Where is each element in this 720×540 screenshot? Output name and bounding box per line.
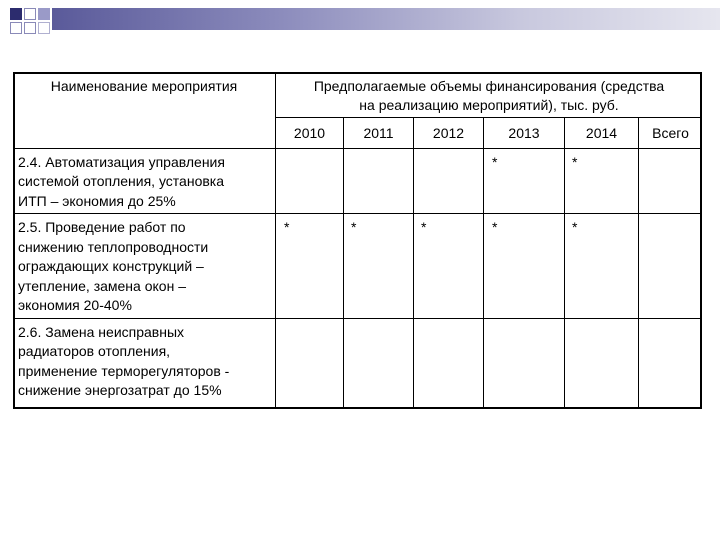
deco-square-outline: [38, 22, 50, 34]
funding-mark: *: [284, 219, 290, 235]
deco-square-outline: [24, 8, 36, 20]
funding-mark: *: [351, 219, 357, 235]
table-divider: [564, 117, 565, 409]
funding-mark: *: [572, 154, 578, 170]
deco-square-outline: [10, 22, 22, 34]
funding-mark: *: [492, 219, 498, 235]
table-divider: [483, 117, 484, 409]
year-header: 2012: [432, 125, 465, 141]
row-item-text: 2.4. Автоматизация управления: [18, 154, 225, 170]
table-divider: [13, 213, 702, 214]
funding-mark: *: [492, 154, 498, 170]
row-item-text: 2.6. Замена неисправных: [18, 324, 185, 340]
row-item-text: применение терморегуляторов -: [18, 363, 230, 379]
year-header: 2010: [293, 125, 326, 141]
table-divider: [343, 117, 344, 409]
deco-square-dark: [10, 8, 22, 20]
funding-mark: *: [572, 219, 578, 235]
table-divider: [13, 148, 702, 149]
year-header: 2011: [363, 125, 394, 141]
row-item-text: утепление, замена окон –: [18, 278, 186, 294]
row-item-text: радиаторов отопления,: [18, 343, 171, 359]
funding-mark: *: [421, 219, 427, 235]
row-item-text: системой отопления, установка: [18, 173, 225, 189]
row-item-text: снижению теплопроводности: [18, 239, 209, 255]
funding-header-line1: Предполагаемые объемы финансирования (средства: [313, 78, 665, 94]
col-name-header: Наименование мероприятия: [50, 78, 238, 94]
deco-gradient-bar: [52, 8, 720, 30]
row-item-text: ограждающих конструкций –: [18, 258, 204, 274]
deco-square-light: [38, 8, 50, 20]
year-header: 2014: [585, 125, 618, 141]
year-header: 2013: [508, 125, 540, 141]
funding-header-line2: на реализацию мероприятий), тыс. руб.: [359, 97, 619, 113]
table-divider: [638, 117, 639, 409]
row-item-text: ИТП – экономия до 25%: [18, 193, 176, 209]
row-item-text: снижение энергозатрат до 15%: [18, 382, 222, 398]
table-divider: [13, 318, 702, 319]
deco-square-outline: [24, 22, 36, 34]
table-divider: [413, 117, 414, 409]
row-item-text: 2.5. Проведение работ по: [18, 219, 186, 235]
row-item-text: экономия 20-40%: [18, 297, 132, 313]
table-divider: [275, 72, 276, 409]
total-header: Всего: [652, 125, 689, 141]
